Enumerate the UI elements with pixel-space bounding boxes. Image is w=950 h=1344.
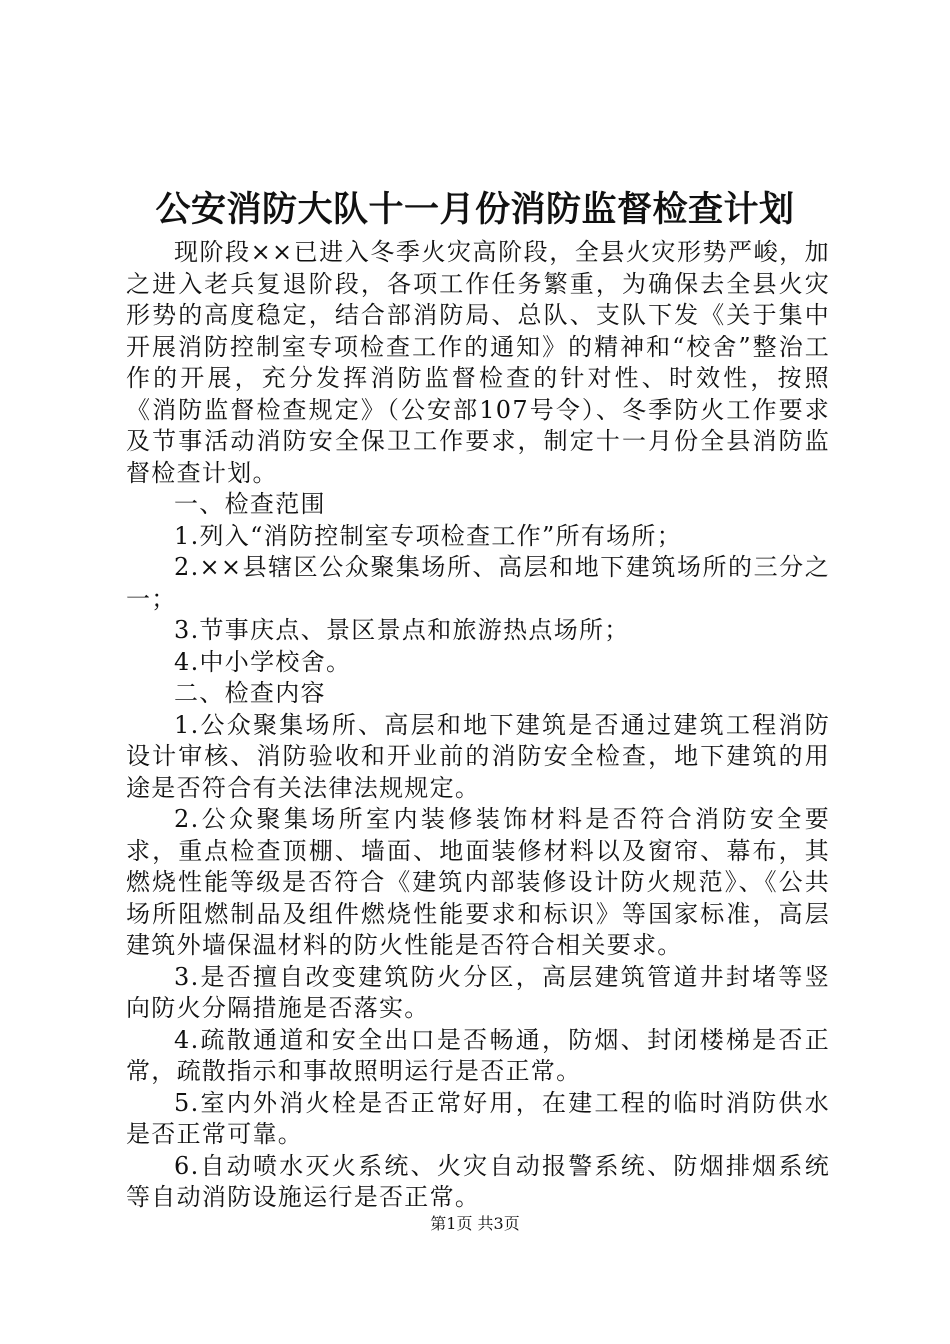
scope-item-1: 1.列入“消防控制室专项检查工作”所有场所； (174, 521, 683, 550)
content-item-3: 3.是否擅自改变建筑防火分区，高层建筑管道井封堵等竖向防火分隔措施是否落实。 (126, 962, 830, 1022)
content-item-4: 4.疏散通道和安全出口是否畅通，防烟、封闭楼梯是否正常，疏散指示和事故照明运行是否正常。 (126, 1025, 830, 1085)
content-item-2: 2.公众聚集场所室内装修装饰材料是否符合消防安全要求，重点检查顶棚、墙面、地面装修材料以及窗帘、幕布，其燃烧性能等级是否符合《建筑内部装修设计防火规范》、《公共场所阻燃制品及组件燃烧性能要求和标识》等国家标准，高层建筑外墙保温材料的防火性能是否符合相关要求。 (126, 805, 830, 959)
section-heading-content: 二、检查内容 (174, 679, 326, 707)
content-item-1: 1.公众聚集场所、高层和地下建筑是否通过建筑工程消防设计审核、消防验收和开业前的消防安全检查，地下建筑的用途是否符合有关法律法规规定。 (126, 710, 830, 802)
intro-paragraph: 现阶段××已进入冬季火灾高阶段，全县火灾形势严峻，加之进入老兵复退阶段，各项工作任务繁重，为确保去全县火灾形势的高度稳定，结合部消防局、总队、支队下发《关于集中开展消防控制室专项检查工作的通知》的精神和“校舍”整治工作的开展，充分发挥消防监督检查的针对性、时效性，按照《消防监督检查规定》（公安部107号令）、冬季防火工作要求及节事活动消防安全保卫工作要求，制定十一月份全县消防监督检查计划。 (126, 238, 830, 487)
scope-item-2: 2.××县辖区公众聚集场所、高层和地下建筑场所的三分之一； (126, 553, 830, 613)
document-title: 公安消防大队十一月份消防监督检查计划 (155, 189, 795, 230)
scope-item-3: 3.节事庆点、景区景点和旅游热点场所； (174, 616, 630, 644)
document-body (126, 237, 830, 1214)
scope-item-4: 4.中小学校舍。 (174, 647, 352, 676)
section-heading-scope: 一、检查范围 (174, 490, 326, 518)
content-item-5: 5.室内外消火栓是否正常好用，在建工程的临时消防供水是否正常可靠。 (126, 1088, 830, 1148)
page-footer: 第1页 共3页 (430, 1214, 520, 1233)
content-item-6: 6.自动喷水灭火系统、火灾自动报警系统、防烟排烟系统等自动消防设施运行是否正常。 (126, 1151, 830, 1211)
